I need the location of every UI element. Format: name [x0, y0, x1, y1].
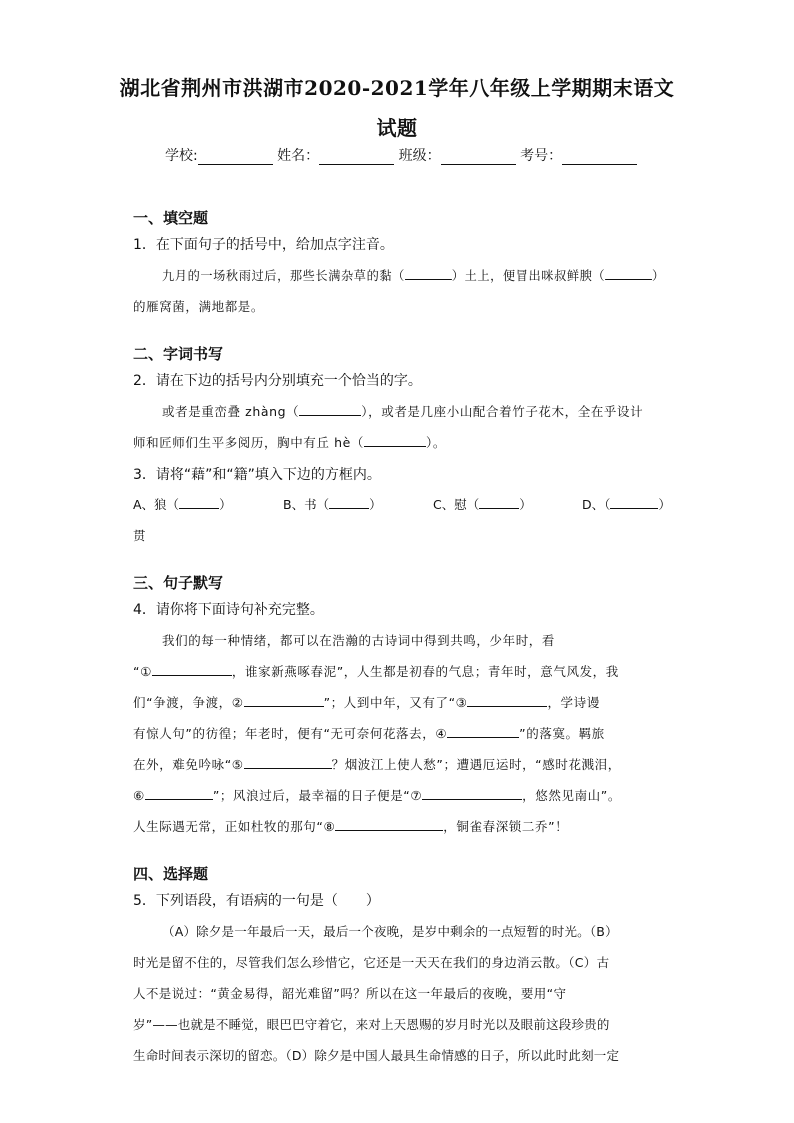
option-d: D、（ ）: [582, 497, 671, 512]
answer-blank[interactable]: [364, 433, 426, 447]
answer-blank[interactable]: [329, 495, 369, 509]
question-3-stem: 3．请将“藉”和“籍”填入下边的方框内。: [133, 467, 381, 483]
question-5-text: 生命时间表示深切的留恋。（D）除夕是中国人最具生命情感的日子，所以此时此刻一定: [133, 1048, 620, 1063]
question-1-stem: 1．在下面句子的括号中，给加点字注音。: [133, 237, 394, 253]
question-4-line: 有惊人句”的彷徨；年老时，便有“无可奈何花落去，④ ”的落寞。羁旅: [133, 726, 605, 741]
answer-blank[interactable]: [152, 662, 232, 676]
question-1-text: 九月的一场秋雨过后，那些长满杂草的黏（ ）土上，便冒出咪叔鲜腴（ ）: [162, 268, 665, 283]
answer-blank[interactable]: [467, 693, 547, 707]
question-1-text-cont: 的雁窝菌，满地都是。: [133, 299, 265, 314]
section-heading-multiple-choice: 四、选择题: [133, 865, 209, 883]
section-heading-fill-blank: 一、填空题: [133, 209, 209, 227]
section-heading-recitation: 三、句子默写: [133, 574, 224, 592]
student-info-row: [165, 145, 637, 165]
answer-blank[interactable]: [299, 402, 361, 416]
answer-blank[interactable]: [244, 755, 332, 769]
class-field[interactable]: [441, 148, 516, 165]
answer-blank[interactable]: [244, 693, 324, 707]
exam-no-label: 考号：: [520, 148, 563, 164]
question-3-wrap: 贯: [133, 528, 147, 543]
answer-blank[interactable]: [405, 266, 452, 280]
answer-blank[interactable]: [605, 266, 652, 280]
class-label: 班级：: [398, 148, 441, 164]
exam-no-field[interactable]: [562, 148, 637, 165]
option-a: A、狼（ ）: [133, 497, 232, 512]
question-4-line: 在外，难免吟咏“⑤ ？烟波江上使人愁”；遭遇厄运时，“感时花溅泪，: [133, 757, 621, 772]
school-field[interactable]: [198, 148, 273, 165]
answer-blank[interactable]: [479, 495, 519, 509]
question-4-line: ⑥ ”；风浪过后，最幸福的日子便是“⑦ ，悠然见南山”。: [133, 788, 621, 803]
answer-blank[interactable]: [335, 817, 443, 831]
question-5-text: 岁”——也就是不睡觉，眼巴巴守着它，来对上天恩赐的岁月时光以及眼前这段珍贵的: [133, 1017, 610, 1032]
section-heading-word-writing: 二、字词书写: [133, 345, 224, 363]
question-5-text: 人不是说过：“黄金易得，韶光难留”吗？所以在这一年最后的夜晚，要用“守: [133, 986, 567, 1001]
question-4-text: 我们的每一种情绪，都可以在浩瀚的古诗词中得到共鸣，少年时，看: [162, 633, 556, 648]
school-label: 学校:: [165, 148, 198, 164]
question-4-line: 人生际遇无常，正如杜牧的那句“⑧ ，铜雀春深锁二乔”！: [133, 819, 569, 834]
answer-blank[interactable]: [145, 786, 213, 800]
answer-blank[interactable]: [447, 724, 519, 738]
question-5-text: 时光是留不住的，尽管我们怎么珍惜它，它还是一天天在我们的身边消云散。（C）古: [133, 955, 610, 970]
answer-blank[interactable]: [179, 495, 219, 509]
name-label: 姓名：: [277, 148, 320, 164]
question-5-stem: 5．下列语段，有语病的一句是（ ）: [133, 893, 380, 909]
answer-blank[interactable]: [422, 786, 522, 800]
answer-blank[interactable]: [610, 495, 658, 509]
question-4-stem: 4．请你将下面诗句补充完整。: [133, 602, 324, 618]
question-2-stem: 2．请在下边的括号内分别填充一个恰当的字。: [133, 373, 422, 389]
option-b: B、书（ ）: [283, 497, 382, 512]
name-field[interactable]: [319, 148, 394, 165]
option-c: C、慰（ ）: [433, 497, 532, 512]
page-title: 湖北省荆州市洪湖市2020-2021学年八年级上学期期末语文: [119, 76, 675, 100]
question-5-text: （A）除夕是一年最后一天，最后一个夜晚，是岁中剩余的一点短暂的时光。（B）: [162, 924, 618, 939]
question-2-text-cont: 师和匠师们生平多阅历，胸中有丘 hè（ ）。: [133, 435, 446, 450]
question-4-line: “① ，谁家新燕啄春泥”，人生都是初春的气息；青年时，意气风发，我: [133, 664, 619, 679]
question-4-line: 们“争渡，争渡，② ”；人到中年，又有了“③ ，学诗谩: [133, 695, 600, 710]
question-2-text: 或者是重峦叠 zhàng（ ），或者是几座小山配合着竹子花木，全在乎设计: [162, 404, 644, 419]
page-title-cont: 试题: [376, 116, 418, 140]
